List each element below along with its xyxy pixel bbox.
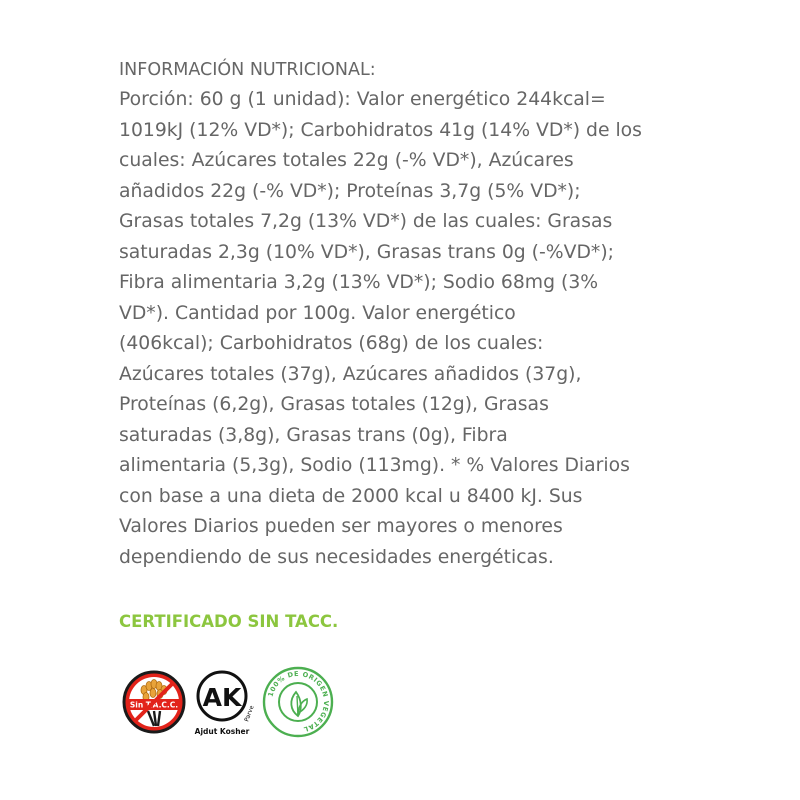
nutrition-line: saturadas 2,3g (10% VD*), Grasas trans 0g (-%VD*);: [119, 241, 614, 263]
nutrition-line: (406kcal); Carbohidratos (68g) de los cuales:: [119, 333, 544, 354]
vegetal-ring-text: 100% DE ORIGEN VEGETAL: [266, 669, 331, 734]
kosher-seal-icon: [190, 660, 260, 744]
kosher-caption: Ajdut Kosher: [194, 727, 250, 736]
nutrition-line: alimentaria (5,3g), Sodio (113mg). * % Valores Diarios: [119, 455, 630, 476]
kosher-mark: AK: [202, 683, 242, 712]
nutrition-line: 1019kJ (12% VD*); Carbohidratos 41g (14% VD*) de los: [119, 119, 642, 141]
nutrition-line: con base a una dieta de 2000 kcal u 8400 kJ. Sus: [119, 485, 583, 507]
nutrition-text: [119, 85, 689, 573]
nutrition-line: Valores Diarios pueden ser mayores o menores: [119, 516, 563, 537]
nutrition-line: dependiendo de sus necesidades energéticas.: [119, 546, 554, 568]
nutrition-heading: INFORMACIÓN NUTRICIONAL:: [119, 60, 376, 80]
nutrition-line: Fibra alimentaria 3,2g (13% VD*); Sodio 68mg (3%: [119, 272, 599, 293]
nutrition-line: Proteínas (6,2g), Grasas totales (12g), Grasas: [119, 394, 549, 415]
nutrition-line: VD*). Cantidad por 100g. Valor energético: [119, 302, 516, 324]
sin-tacc-seal-icon: [118, 660, 190, 744]
nutrition-line: añadidos 22g (-% VD*); Proteínas 3,7g (5% VD*);: [119, 180, 581, 202]
certification-logos: [118, 660, 348, 744]
leaf-seal-icon: [260, 660, 336, 744]
nutrition-line: Grasas totales 7,2g (13% VD*) de las cuales: Grasas: [119, 211, 613, 232]
nutrition-line: saturadas (3,8g), Grasas trans (0g), Fibra: [119, 424, 508, 446]
nutrition-line: Azúcares totales (37g), Azúcares añadidos (37g),: [119, 363, 582, 385]
certification-label: CERTIFICADO SIN TACC.: [119, 612, 339, 631]
sin-tacc-text: Sin T.A.C.C.: [129, 700, 179, 710]
nutrition-line: Porción: 60 g (1 unidad): Valor energético 244kcal=: [119, 89, 606, 110]
nutrition-line: cuales: Azúcares totales 22g (-% VD*), Azúcares: [119, 150, 574, 171]
kosher-side-text: Parve: [243, 704, 256, 723]
